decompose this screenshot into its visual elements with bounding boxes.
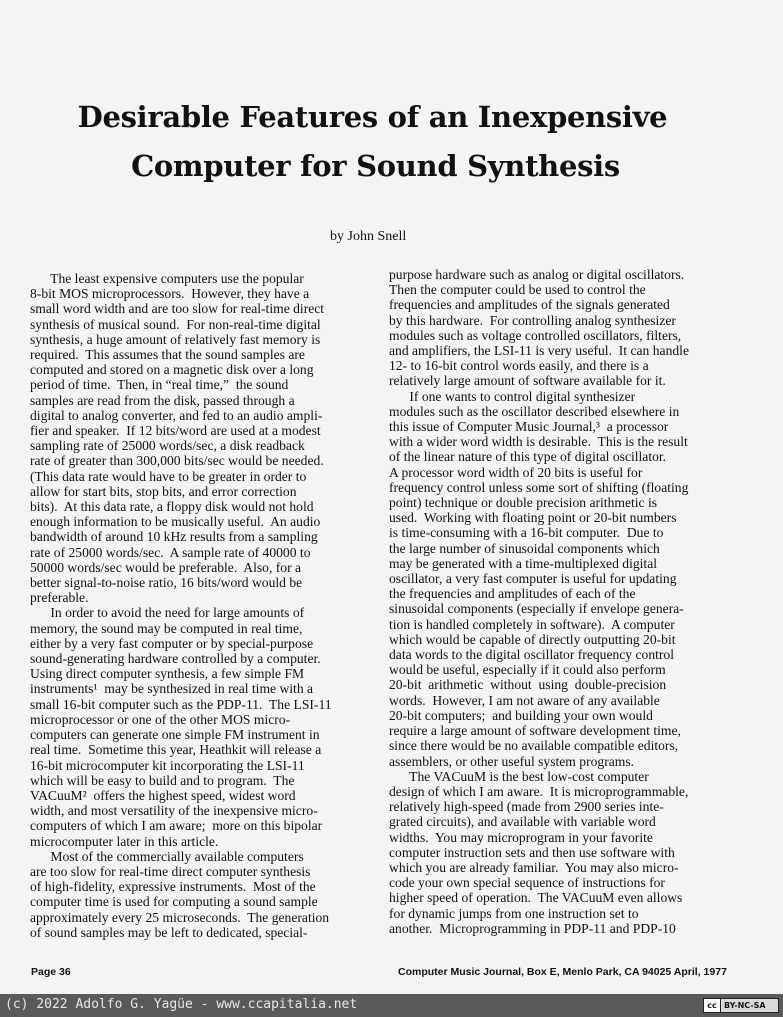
page-number: Page 36: [31, 966, 71, 978]
text-line: digital to analog converter, and fed to an audio ampli-: [30, 407, 323, 423]
text-line: 16-bit microcomputer kit incorporating the LSI-11: [30, 757, 305, 773]
text-line: small word width and are too slow for real-time direct: [30, 301, 325, 317]
text-line: of high-fidelity, expressive instruments. Most of the: [30, 879, 316, 895]
text-line: A processor word width of 20 bits is useful for: [389, 464, 643, 480]
text-line: of sound samples may be left to dedicated, special-: [30, 924, 308, 940]
text-line: frequency control unless some sort of shifting (floating: [389, 479, 689, 495]
text-line: by this hardware. For controlling analog synthesizer: [389, 312, 676, 328]
text-line: approximately every 25 microseconds. The generation: [30, 909, 330, 925]
article-title-line-1: Desirable Features of an Inexpensive: [77, 100, 668, 134]
text-line: modules such as the oscillator described elsewhere in: [389, 403, 680, 419]
text-line: point) technique or double precision arithmetic is: [389, 495, 658, 511]
text-line: used. Working with floating point or 20-bit numbers: [389, 510, 677, 526]
text-line: widths. You may microprogram in your favorite: [389, 829, 653, 845]
text-line: memory, the sound may be computed in real time,: [30, 620, 303, 636]
text-line: grated circuits), and available with variable word: [389, 814, 656, 830]
text-line: preferable.: [30, 590, 89, 606]
text-line: modules such as voltage controlled oscillators, filters,: [389, 327, 682, 343]
left-column: [30, 271, 360, 940]
text-line: sampling rate of 25000 words/sec, a disk readback: [30, 438, 305, 454]
text-line: (This data rate would have to be greater in order to: [30, 468, 307, 484]
journal-footer: Computer Music Journal, Box E, Menlo Park, CA 94025 April, 1977: [398, 966, 727, 978]
text-line: computer instruction sets and then use software with: [389, 844, 675, 860]
text-line: computed and stored on a magnetic disk over a long: [30, 362, 314, 378]
text-line: microprocessor or one of the other MOS micro-: [30, 711, 291, 727]
text-line: enough information to be musically useful. An audio: [30, 514, 321, 530]
text-line: 20-bit arithmetic without using double-precision: [389, 677, 667, 693]
text-line: better signal-to-noise ratio, 16 bits/word would be: [30, 575, 303, 591]
text-line: relatively large amount of software available for it.: [389, 373, 666, 389]
text-line: which you are already familiar. You may also micro-: [389, 859, 679, 875]
text-line: sound-generating hardware controlled by a computer.: [30, 651, 321, 667]
text-line: design of which I am aware. It is microprogrammable,: [389, 783, 689, 799]
text-line: is time-consuming with a 16-bit computer. Due to: [389, 525, 664, 541]
text-line: are too slow for real-time direct computer synthesis: [30, 863, 311, 879]
text-line: fier and speaker. If 12 bits/word are used at a modest: [30, 423, 321, 439]
text-line: assemblers, or other useful system programs.: [389, 753, 635, 769]
text-line: higher speed of operation. The VACuuM even allows: [389, 890, 683, 906]
right-column: [389, 267, 719, 936]
text-line: and amplifiers, the LSI-11 is very useful. It can handle: [389, 343, 689, 359]
text-line: 50000 words/sec would be preferable. Also, for a: [30, 559, 302, 575]
copyright-text: (c) 2022 Adolfo G. Yagüe - www.ccapitalia.net: [5, 997, 358, 1012]
text-line: the large number of sinusoidal components which: [389, 540, 660, 556]
text-line: 20-bit computers; and building your own would: [389, 707, 653, 723]
text-line: allow for start bits, stop bits, and error correction: [30, 483, 297, 499]
text-line: since there would be no available compatible editors,: [389, 738, 679, 754]
text-line: sinusoidal components (especially if envelope genera-: [389, 601, 684, 617]
text-line: In order to avoid the need for large amounts of: [30, 605, 305, 621]
cc-license-text: BY-NC-SA: [724, 1001, 766, 1010]
text-line: The VACuuM is the best low-cost computer: [389, 768, 649, 784]
text-line: of the linear nature of this type of digital oscillator.: [389, 449, 667, 465]
text-line: would be useful, especially if it could also perform: [389, 662, 666, 678]
text-line: synthesis, a huge amount of relatively fast memory is: [30, 331, 321, 347]
text-line: may be generated with a time-multiplexed digital: [389, 555, 658, 571]
text-line: oscillator, a very fast computer is useful for updating: [389, 571, 677, 587]
text-line: required. This assumes that the sound samples are: [30, 347, 305, 363]
article-title-line-2: Computer for Sound Synthesis: [131, 149, 620, 183]
text-line: real time. Sometime this year, Heathkit will release a: [30, 742, 322, 758]
text-line: computers can generate one simple FM instrument in: [30, 727, 320, 743]
text-line: computers of which I am aware; more on this bipolar: [30, 818, 323, 834]
text-line: computer time is used for computing a sound sample: [30, 894, 318, 910]
text-line: either by a very fast computer or by special-purpose: [30, 635, 314, 651]
text-line: bits). At this data rate, a floppy disk would not hold: [30, 499, 314, 515]
text-line: tion is handled completely in software). A computer: [389, 616, 675, 632]
text-line: purpose hardware such as analog or digital oscillators.: [389, 267, 685, 282]
text-line: code your own special sequence of instructions for: [389, 875, 665, 891]
text-line: with a wider word width is desirable. This is the result: [389, 434, 688, 450]
text-line: instruments¹ may be synthesized in real time with a: [30, 681, 314, 697]
text-line: relatively high-speed (made from 2900 series inte-: [389, 799, 664, 815]
text-line: frequencies and amplitudes of the signals generated: [389, 297, 670, 313]
text-line: Using direct computer synthesis, a few simple FM: [30, 666, 305, 682]
text-line: words. However, I am not aware of any available: [389, 692, 660, 708]
text-line: samples are read from the disk, passed through a: [30, 392, 295, 408]
text-line: this issue of Computer Music Journal,³ a processor: [389, 419, 669, 435]
text-line: 12- to 16-bit control words easily, and there is a: [389, 358, 649, 374]
text-line: rate of greater than 300,000 bits/sec would be needed.: [30, 453, 324, 469]
cc-logo-icon: cc: [704, 999, 721, 1012]
text-line: 8-bit MOS microprocessors. However, they have a: [30, 286, 310, 302]
text-line: If one wants to control digital synthesizer: [389, 388, 636, 404]
text-line: The least expensive computers use the popular: [30, 271, 304, 286]
text-line: microcomputer later in this article.: [30, 833, 219, 849]
text-line: VACuuM² offers the highest speed, widest word: [30, 787, 296, 803]
text-line: another. Microprogramming in PDP-11 and PDP-10: [389, 920, 676, 936]
text-line: which will be easy to build and to program. The: [30, 772, 295, 788]
cc-license-badge[interactable]: [703, 998, 779, 1013]
text-line: period of time. Then, in “real time,” the sound: [30, 377, 289, 393]
text-line: which would be capable of directly outputting 20-bit: [389, 631, 676, 647]
text-line: the frequencies and amplitudes of each of the: [389, 586, 636, 602]
text-line: small 16-bit computer such as the PDP-11. The LSI-11: [30, 696, 332, 712]
text-line: data words to the digital oscillator frequency control: [389, 647, 675, 663]
text-line: Then the computer could be used to control the: [389, 282, 646, 298]
text-line: bandwidth of around 10 kHz results from a sampling: [30, 529, 318, 545]
byline: by John Snell: [330, 229, 407, 244]
text-line: rate of 25000 words/sec. A sample rate of 40000 to: [30, 544, 311, 560]
text-line: synthesis of musical sound. For non-real-time digital: [30, 316, 321, 332]
text-line: for dynamic jumps from one instruction set to: [389, 905, 639, 921]
text-line: Most of the commercially available computers: [30, 848, 304, 864]
text-line: require a large amount of software development time,: [389, 723, 681, 739]
text-line: width, and most versatility of the inexpensive micro-: [30, 803, 318, 819]
